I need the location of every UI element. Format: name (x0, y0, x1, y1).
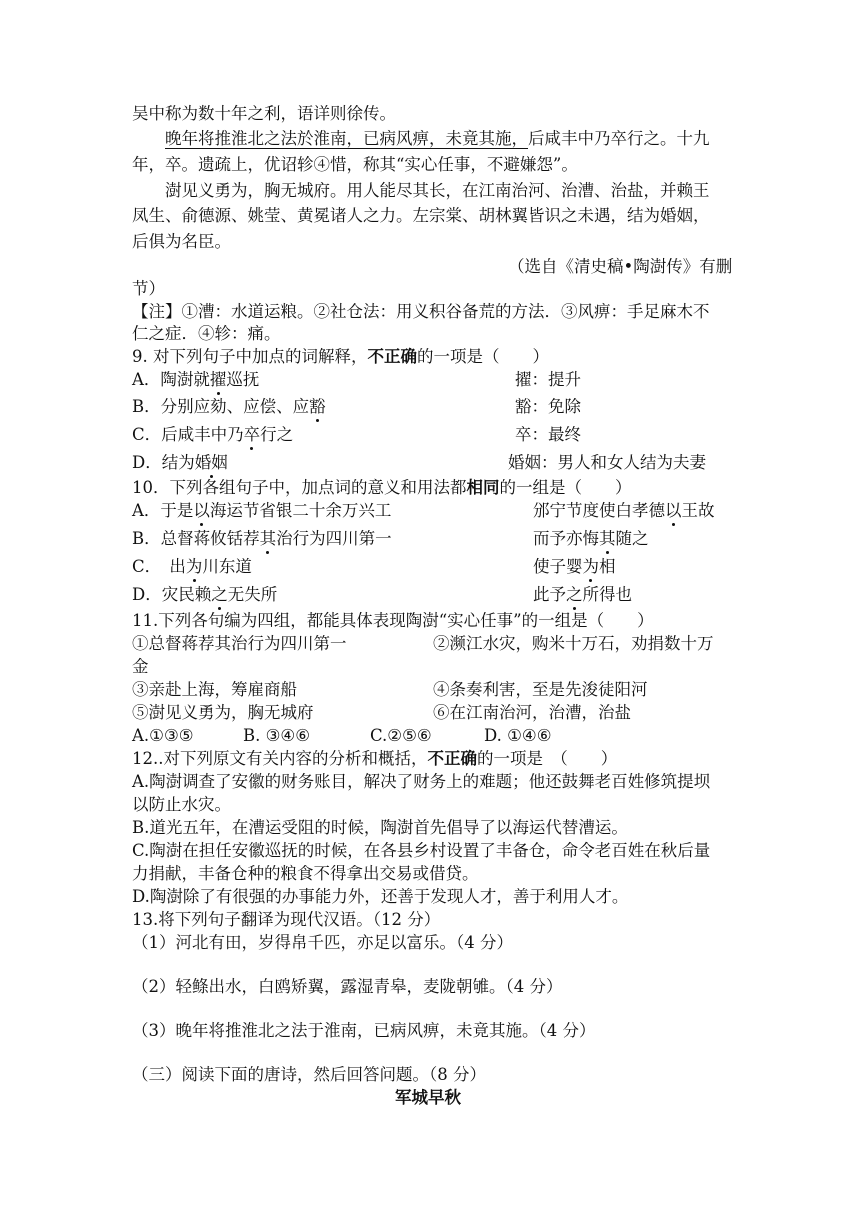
option-text: 行之 (260, 425, 294, 444)
option-text: 相 (599, 557, 616, 576)
q11-choice-b: B. ③④⑥ (243, 726, 310, 745)
question-10-stem (132, 477, 632, 499)
q9-option-d (132, 452, 228, 474)
dotted-word: 为 (185, 557, 203, 576)
q11-item-6: ⑥在江南治河，治漕，治盐 (433, 703, 631, 722)
passage-text: 后咸丰中乃卒行之。十九 (528, 129, 710, 148)
option-text: A．于是 (132, 501, 194, 520)
passage-line: 凤生、俞德源、姚莹、黄冕诸人之力。左宗棠、胡林翼皆识之未遇，结为婚姻， (132, 206, 710, 225)
passage-line: 吴中称为数十年之利，语详则徐传。 (132, 104, 396, 123)
dotted-word: 擢 (209, 370, 227, 389)
source-citation: （选自《清史稿•陶澍传》有删 (508, 257, 733, 276)
passage-line: 澍见义勇为，胸无城府。用人能尽其长，在江南治河、治漕、治盐，并赖王 (165, 181, 710, 200)
dotted-word: 豁 (309, 397, 326, 416)
source-citation: 节） (132, 279, 165, 298)
q12-option-a-cont: 以防止水灾。 (132, 795, 231, 814)
q11-item-2: ②濒江水灾，购米十万石，劝捐数十万 (433, 634, 714, 653)
underlined-sentence: 晚年将推淮北之法於淮南，已病风痹，未竟其施， (165, 129, 528, 148)
q10-option-d-left (132, 584, 277, 606)
section-heading: （三）阅读下面的唐诗，然后回答问题。（8 分） (132, 1065, 486, 1084)
question-12-stem (132, 748, 617, 770)
question-11-stem: 11.下列各句编为四组，都能具体表现陶澍“实心任事”的一组是（ ） (132, 611, 654, 630)
passage-line (165, 128, 710, 150)
dotted-word: 卒 (243, 425, 261, 444)
dotted-word: 以 (193, 501, 210, 520)
passage-line: 年，卒。遗疏上，优诏轸④惜，称其“实心任事，不避嫌怨”。 (132, 155, 578, 174)
q10-option-c-left (132, 556, 252, 578)
option-text: D．结为 (132, 453, 195, 472)
dotted-word: 之 (211, 585, 228, 604)
passage-line: 后俱为名臣。 (132, 232, 231, 251)
option-text: 邠宁节度使白孝德 (533, 501, 665, 520)
option-text: 此予 (533, 585, 566, 604)
q9-explanation-d: 婚姻：男人和女人结为夫妻 (508, 453, 706, 472)
option-text: 随之 (615, 529, 649, 548)
option-text: C． 出 (132, 557, 186, 576)
dotted-word: 之 (566, 585, 583, 604)
dotted-word: 婚姻 (194, 453, 228, 472)
poem-title: 军城早秋 (395, 1088, 461, 1107)
question-9-stem (132, 346, 549, 368)
q11-item-2-cont: 金 (132, 657, 149, 676)
q10-option-a-right (533, 500, 715, 522)
q9-explanation-c: 卒：最终 (515, 425, 581, 444)
stem-text: 的一项是 （ ） (477, 749, 618, 768)
q12-option-a: A.陶澍调查了安徽的财务账目，解决了财务上的难题；他还鼓舞老百姓修筑提坝 (132, 772, 711, 791)
footnote: 【注】①漕：水道运粮。②社仓法：用义积谷备荒的方法．③风痹：手足麻木不 (132, 302, 710, 321)
q11-item-4: ④条奏利害，至是先浚徒阳河 (433, 680, 648, 699)
q10-option-b-right (533, 528, 649, 550)
dotted-word: 为 (582, 557, 599, 576)
stem-text: 10．下列各组句子中，加点词的意义和用法都 (132, 478, 467, 497)
dotted-word: 以 (665, 501, 682, 520)
q10-option-b-left (132, 528, 392, 550)
stem-emphasis: 不正确 (367, 347, 417, 366)
q12-option-b: B.道光五年，在漕运受阻的时候，陶澍首先倡导了以海运代替漕运。 (132, 818, 628, 837)
q12-option-d: D.陶澍除了有很强的办事能力外，还善于发现人才，善于利用人才。 (132, 887, 629, 906)
option-text: 海运节省银二十余万兴工 (209, 501, 392, 520)
q13-sentence-1: （1）河北有田，岁得帛千匹，亦足以富乐。（4 分） (132, 933, 513, 952)
q11-choice-d: D. ①④⑥ (484, 726, 552, 745)
q11-item-1: ①总督蒋荐其治行为四川第一 (132, 634, 347, 653)
q11-item-3: ③亲赴上海，筹雇商船 (132, 680, 297, 699)
q12-option-c-cont: 力捐献，丰备仓种的粮食不得拿出交易或借贷。 (132, 864, 479, 883)
dotted-word: 其 (259, 529, 277, 548)
option-text: 而予亦悔 (533, 529, 599, 548)
q9-option-a (132, 369, 259, 391)
q11-choice-a: A.①③⑤ (132, 726, 194, 745)
stem-emphasis: 不正确 (427, 749, 477, 768)
question-13-stem: 13.将下列句子翻译为现代汉语。（12 分） (132, 910, 441, 929)
q9-explanation-b: 豁：免除 (515, 397, 581, 416)
q10-option-c-right (533, 556, 616, 578)
stem-text: 的一组是（ ） (499, 478, 632, 497)
q11-item-5: ⑤澍见义勇为，胸无城府 (132, 703, 314, 722)
stem-text: 的一项是（ ） (417, 347, 549, 366)
dotted-word: 其 (599, 529, 616, 548)
stem-text: 9. 对下列句子中加点的词解释， (132, 347, 368, 366)
footnote: 仁之症．④轸：痛。 (132, 324, 281, 343)
option-text: 治行为四川第一 (276, 529, 392, 548)
q10-option-a-left (132, 500, 391, 522)
option-text: D．灾民赖 (132, 585, 212, 604)
option-text: B．总督蒋攸铦荐 (132, 529, 260, 548)
option-text: C．后咸丰中乃 (132, 425, 244, 444)
option-text: 王故 (681, 501, 715, 520)
q13-sentence-2: （2）轻鲦出水，白鸥矫翼，露湿青皋，麦陇朝雊。（4 分） (132, 977, 563, 996)
option-text: 巡抚 (226, 370, 260, 389)
option-text: B．分别应劾、应偿、应 (132, 397, 310, 416)
option-text: 使子婴 (533, 557, 583, 576)
stem-emphasis: 相同 (466, 478, 500, 497)
q13-sentence-3: （3）晚年将推淮北之法于淮南，已病风痹，未竟其施。（4 分） (132, 1021, 596, 1040)
option-text: 川东道 (202, 557, 252, 576)
stem-text: 12..对下列原文有关内容的分析和概括， (132, 749, 428, 768)
q12-option-c: C.陶澍在担任安徽巡抚的时候，在各县乡村设置了丰备仓，命令老百姓在秋后量 (132, 841, 711, 860)
q10-option-d-right (533, 584, 632, 606)
option-text: 所得也 (582, 585, 632, 604)
option-text: A．陶澍就 (132, 370, 210, 389)
q11-choice-c: C.②⑤⑥ (370, 726, 432, 745)
option-text: 无失所 (227, 585, 278, 604)
q9-option-c (132, 424, 293, 446)
q9-option-b (132, 396, 326, 418)
q9-explanation-a: 擢：提升 (515, 370, 581, 389)
